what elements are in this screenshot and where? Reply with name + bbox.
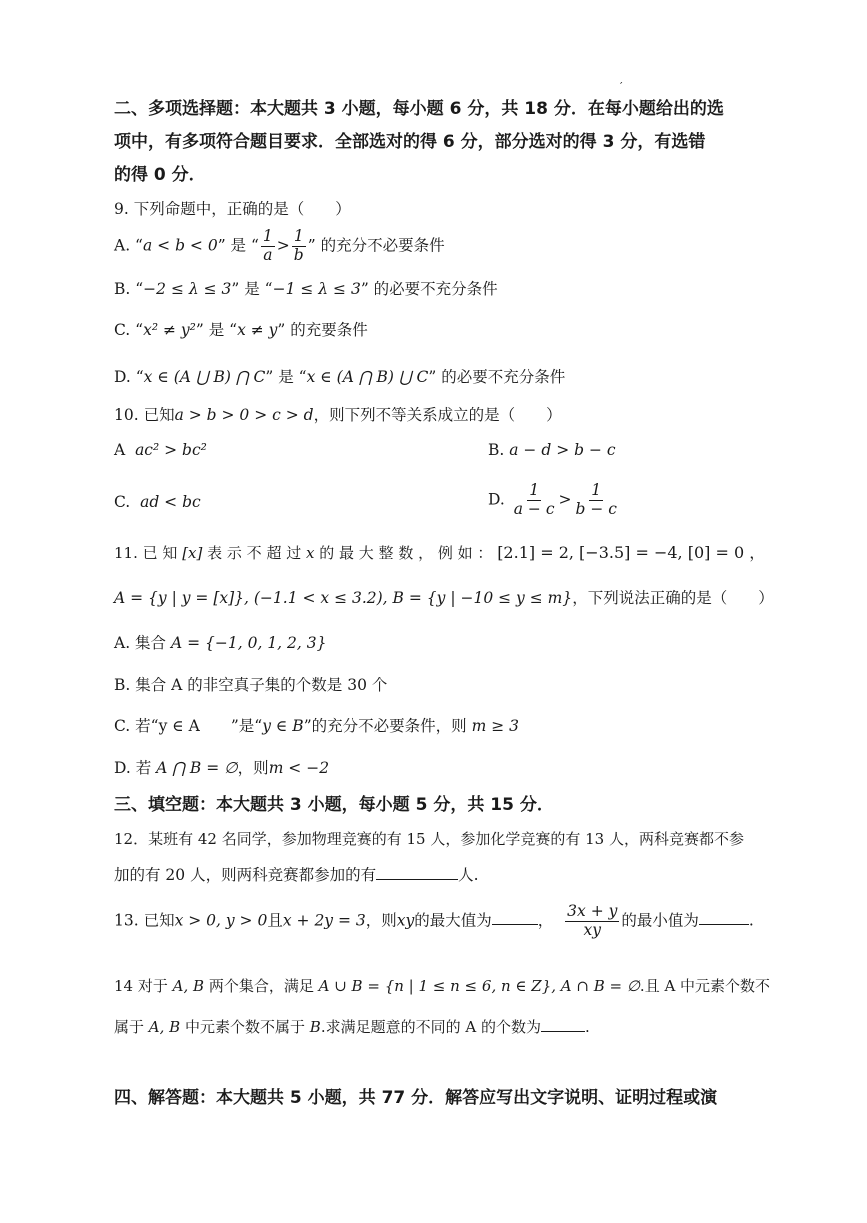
q10-c-expr: ad < bc (140, 493, 201, 511)
q11-line2-expr: A = {y | y = [x]}, (−1.1 < x ≤ 3.2), B = {y | −10 ≤ y ≤ m} (114, 589, 573, 607)
q13-xy: xy (396, 911, 415, 930)
q14-line1-post: .且 A 中元素个数不 (639, 977, 771, 995)
q13-mid1: 且 (267, 911, 283, 930)
section-3-title: 三、填空题：本大题共 3 小题，每小题 5 分，共 15 分． (114, 795, 554, 815)
q9-a-post: ” 的充分不必要条件 (307, 236, 445, 255)
q10-d-frac1-den: a − c (513, 499, 555, 518)
q11-line1-mid: 表 示 不 超 过 (207, 544, 302, 562)
q9-b-post: ” 的必要不充分条件 (360, 280, 498, 298)
q9-a-cond: a < b < 0 (142, 236, 218, 255)
q11-d-mid: ，则 (237, 759, 269, 777)
q10-stem-post: ，则下列不等关系成立的是（ ） (313, 406, 562, 424)
q12-line2 (114, 863, 479, 885)
q11-option-b: B. 集合 A 的非空真子集的个数是 30 个 (114, 676, 388, 694)
q9-option-c (114, 318, 368, 340)
q11-line1-pre: 11. 已 知 (114, 544, 178, 562)
q13-frac (565, 903, 619, 940)
q13-answer-blank-1[interactable] (492, 910, 538, 925)
q11-c-mid: ”的充分不必要条件，则 (303, 717, 467, 735)
q13-post: 的最小值为 (621, 911, 699, 930)
q12-line2-pre: 加的有 20 人，则两科竞赛都参加的有 (114, 866, 377, 884)
q9-a-mid: ” 是 “ (217, 236, 259, 255)
q14-line1-pre: 14 对于 (114, 977, 168, 995)
q11-option-c (114, 714, 519, 736)
q11-line1-post: 的 最 大 整 数 ， 例 如 ： (319, 544, 493, 562)
q9-c-cond1: x² ≠ y² (143, 321, 196, 339)
q14-line2 (114, 1016, 590, 1037)
section-2-line2: 项中，有多项符合题目要求．全部选对的得 6 分，部分选对的得 3 分，有选错 (114, 132, 706, 152)
q10-d-label: D. (488, 490, 505, 509)
q9-a-gt: > (276, 236, 290, 255)
stray-mark: ′ (620, 80, 623, 93)
q11-line1-example: [2.1] = 2, [−3.5] = −4, [0] = 0 ， (497, 543, 766, 562)
q10-stem-cond: a > b > 0 > c > d (174, 406, 314, 424)
section-2-line3: 的得 0 分． (114, 165, 206, 185)
q9-c-cond2: x ≠ y (237, 321, 278, 339)
section-2-title: 二、多项选择题：本大题共 3 小题，每小题 6 分，共 18 分．在每小题给出的选 (114, 99, 724, 119)
q10-a-expr: ac² > bc² (135, 441, 207, 459)
q11-c-pre: C. 若“y ∈ A ”是“ (114, 717, 263, 735)
q14-line1-expr: A ∪ B = {n | 1 ≤ n ≤ 6, n ∈ Z}, A ∩ B = ∅ (318, 977, 640, 995)
q9-c-pre: C. “ (114, 321, 144, 339)
q13-frac-num: 3x + y (567, 902, 618, 920)
q13-cond2: x + 2y = 3 (282, 911, 366, 930)
q11-option-d (114, 756, 329, 778)
q12-line1: 12．某班有 42 名同学，参加物理竞赛的有 15 人，参加化学竞赛的有 13 人，两科竞赛都不参 (114, 830, 744, 848)
q10-stem-pre: 10. 已知 (114, 406, 175, 424)
q10-d-gt: > (558, 490, 572, 509)
q11-d-pre: D. 若 (114, 759, 152, 777)
q14-line2-post: .求满足题意的不同的 A 的个数为 (320, 1018, 541, 1036)
q10-d-frac1 (512, 482, 557, 519)
q13-pre: 13. 已知 (114, 911, 175, 930)
q14-line1-ab: A, B (172, 977, 205, 995)
q11-c-expr2: m ≥ 3 (471, 717, 519, 735)
q14-line2-b: B (309, 1018, 321, 1036)
q9-a-frac1 (261, 228, 275, 265)
q13-comma: ， (537, 911, 554, 930)
q9-b-cond1: −2 ≤ λ ≤ 3 (143, 280, 232, 298)
q14-line2-ab: A, B (148, 1018, 181, 1036)
q11-c-expr: y ∈ B (262, 717, 304, 735)
q11-line2-post: ，下列说法正确的是（ ） (572, 589, 774, 607)
q11-d-expr: A ⋂ B = ∅ (156, 759, 238, 777)
q11-line1-x: [x] (182, 544, 203, 562)
q14-line1 (114, 975, 770, 996)
q9-b-mid: ” 是 “ (231, 280, 273, 298)
q9-d-cond2: x ∈ (A ⋂ B) ⋃ C (306, 368, 429, 386)
q9-d-post: ” 的必要不充分条件 (428, 368, 566, 386)
q9-stem: 9. 下列命题中，正确的是（ ） (114, 200, 351, 218)
q14-line2-mid: 中元素个数不属于 (184, 1018, 305, 1036)
q14-line2-pre: 属于 (114, 1018, 145, 1036)
q14-line1-mid: 两个集合，满足 (208, 977, 314, 995)
q9-d-cond1: x ∈ (A ⋃ B) ⋂ C (143, 368, 266, 386)
q13-mid3: 的最大值为 (414, 911, 492, 930)
q10-d-frac1-num: 1 (529, 481, 540, 499)
q9-option-a (114, 228, 445, 265)
q10-stem (114, 403, 562, 425)
q10-b-label: B. (488, 441, 505, 459)
q11-d-expr2: m < −2 (268, 759, 330, 777)
q9-option-d (114, 365, 565, 387)
q10-option-d (488, 482, 621, 519)
q10-d-frac2-den: b − c (575, 499, 617, 518)
q13-mid2: ，则 (365, 911, 397, 930)
q9-a-frac1-den: a (263, 245, 273, 264)
q9-b-pre: B. “ (114, 280, 144, 298)
q12-answer-blank[interactable] (376, 865, 458, 880)
q9-a-frac2-num: 1 (293, 227, 304, 245)
q13-frac-den: xy (583, 920, 602, 939)
q10-b-expr: a − d > b − c (509, 441, 616, 459)
q9-b-cond2: −1 ≤ λ ≤ 3 (272, 280, 361, 298)
q10-option-a (114, 441, 207, 459)
q13-answer-blank-2[interactable] (699, 910, 749, 925)
q10-c-label: C. (114, 493, 131, 511)
q14-line2-end: . (584, 1018, 590, 1036)
q9-a-frac1-num: 1 (262, 227, 273, 245)
q9-d-mid: ” 是 “ (265, 368, 307, 386)
q9-c-post: ” 的充要条件 (277, 321, 368, 339)
q9-option-b (114, 277, 498, 299)
q9-a-frac2-den: b (293, 245, 304, 264)
q14-answer-blank[interactable] (541, 1017, 585, 1032)
q11-line1 (114, 540, 765, 563)
q11-line1-x2: x (306, 544, 315, 562)
q11-line2 (114, 586, 774, 608)
q9-d-pre: D. “ (114, 368, 144, 386)
q10-option-b (488, 441, 616, 459)
q10-a-label: A (114, 441, 126, 459)
q13-cond: x > 0, y > 0 (174, 911, 268, 930)
section-4-title: 四、解答题：本大题共 5 小题，共 77 分．解答应写出文字说明、证明过程或演 (114, 1088, 718, 1108)
q10-option-c (114, 493, 201, 511)
q12-line2-post: 人. (458, 866, 479, 884)
q9-a-pre: A. “ (114, 236, 143, 255)
q9-c-mid: ” 是 “ (195, 321, 238, 339)
q11-a-pre: A. 集合 (114, 634, 167, 652)
q11-a-expr: A = {−1, 0, 1, 2, 3} (171, 634, 327, 652)
q13-end: . (748, 911, 754, 930)
q10-d-frac2 (574, 482, 619, 519)
q9-a-frac2 (292, 228, 306, 265)
q13-line (114, 903, 754, 940)
q11-option-a (114, 631, 326, 653)
q10-d-frac2-num: 1 (591, 481, 602, 499)
